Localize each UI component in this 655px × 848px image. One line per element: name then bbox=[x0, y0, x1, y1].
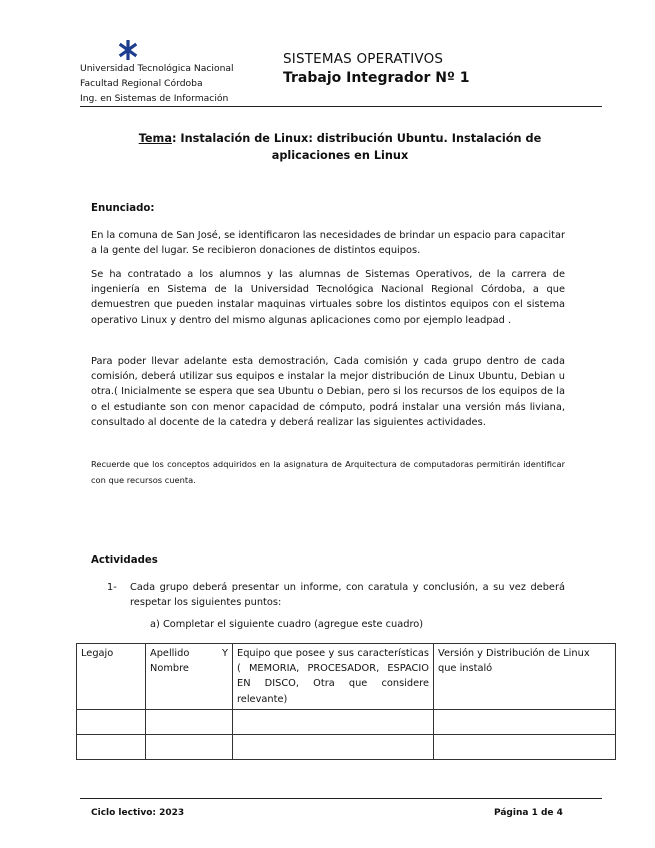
table-row bbox=[77, 734, 616, 759]
topic-label: Tema bbox=[138, 132, 172, 145]
table-header-version: Versión y Distribución de Linux que instaló bbox=[434, 644, 616, 710]
statement-paragraph-4: Recuerde que los conceptos adquiridos en la asignatura de Arquitectura de computadoras permitirán identificar con que recursos cuenta. bbox=[91, 459, 565, 485]
topic-heading bbox=[100, 130, 580, 164]
statement-paragraph-1: En la comuna de San José, se identificaron las necesidades de brindar un espacio para capacitar a la gente del lugar. Se recibieron donaciones de distintos equipos. bbox=[91, 230, 565, 257]
table-cell[interactable] bbox=[434, 734, 616, 759]
activity-item-1-text: Cada grupo deberá presentar un informe, con caratula y conclusión, a su vez deberá respetar los siguientes puntos: bbox=[130, 582, 565, 609]
header-divider bbox=[80, 106, 602, 107]
table-cell[interactable] bbox=[233, 734, 434, 759]
activity-subitem-a: a) Completar el siguiente cuadro (agregue este cuadro) bbox=[150, 619, 424, 630]
table-cell[interactable] bbox=[146, 734, 233, 759]
table-cell[interactable] bbox=[233, 709, 434, 734]
statement-paragraph-2: Se ha contratado a los alumnos y las alumnas de Sistemas Operativos, de la carrera de ingeniería en Sistema de la Universidad Tecnológica Nacional Regional Córdoba, a que demuestren que pueden instalar maquinas virtuales sobre los distintos equipos con el sistema operativo Linux y dentro del mismo algunas aplicaciones como por ejemplo leadpad . bbox=[91, 269, 565, 326]
activities-heading: Actividades bbox=[91, 555, 158, 566]
table-header-y: Y bbox=[222, 648, 228, 659]
table-cell[interactable] bbox=[77, 734, 146, 759]
activity-item-1 bbox=[107, 580, 565, 610]
statement-heading: Enunciado: bbox=[91, 203, 155, 214]
table-header-equipo: Equipo que posee y sus características ( MEMORIA, PROCESADOR, ESPACIO EN DISCO, Otra que considere relevante) bbox=[233, 644, 434, 710]
table-cell[interactable] bbox=[77, 709, 146, 734]
table-header-row bbox=[77, 644, 616, 710]
table-header-legajo: Legajo bbox=[77, 644, 146, 710]
footer-page-number: Página 1 de 4 bbox=[494, 808, 563, 818]
statement-paragraph-3: Para poder llevar adelante esta demostración, Cada comisión y cada grupo dentro de cada comisión, deberá utilizar sus equipos e instalar la mejor distribución de Linux Ubuntu, Debian u otra.( Inicialmente se espera que sea Ubuntu o Debian, pero si los recursos de los equipos de la o el estudiante son con menor capacidad de cómputo, podrá instalar una versión más liviana, consultado al docente de la catedra y deberá realizar las siguientes actividades. bbox=[91, 356, 565, 428]
faculty-name: Facultad Regional Córdoba bbox=[80, 78, 203, 89]
footer-divider bbox=[80, 798, 602, 799]
header-course bbox=[283, 51, 470, 86]
university-name: Universidad Tecnológica Nacional bbox=[80, 63, 234, 74]
header-institution bbox=[80, 61, 234, 106]
course-title: SISTEMAS OPERATIVOS bbox=[283, 51, 444, 67]
table-header-nombre: Nombre bbox=[150, 663, 189, 675]
student-info-table bbox=[76, 643, 616, 760]
table-cell[interactable] bbox=[434, 709, 616, 734]
table-cell[interactable] bbox=[146, 709, 233, 734]
table-row bbox=[77, 709, 616, 734]
table-header-apellido: Apellido bbox=[150, 648, 190, 659]
university-logo-icon bbox=[118, 40, 138, 60]
activity-item-1-number: 1- bbox=[107, 582, 117, 593]
topic-text: : Instalación de Linux: distribución Ubuntu. Instalación de aplicaciones en Linux bbox=[171, 132, 542, 162]
career-name: Ing. en Sistemas de Información bbox=[80, 93, 229, 104]
assignment-title: Trabajo Integrador Nº 1 bbox=[283, 70, 470, 86]
table-header-apellido-nombre bbox=[146, 644, 233, 710]
footer-cycle: Ciclo lectivo: 2023 bbox=[91, 808, 185, 818]
